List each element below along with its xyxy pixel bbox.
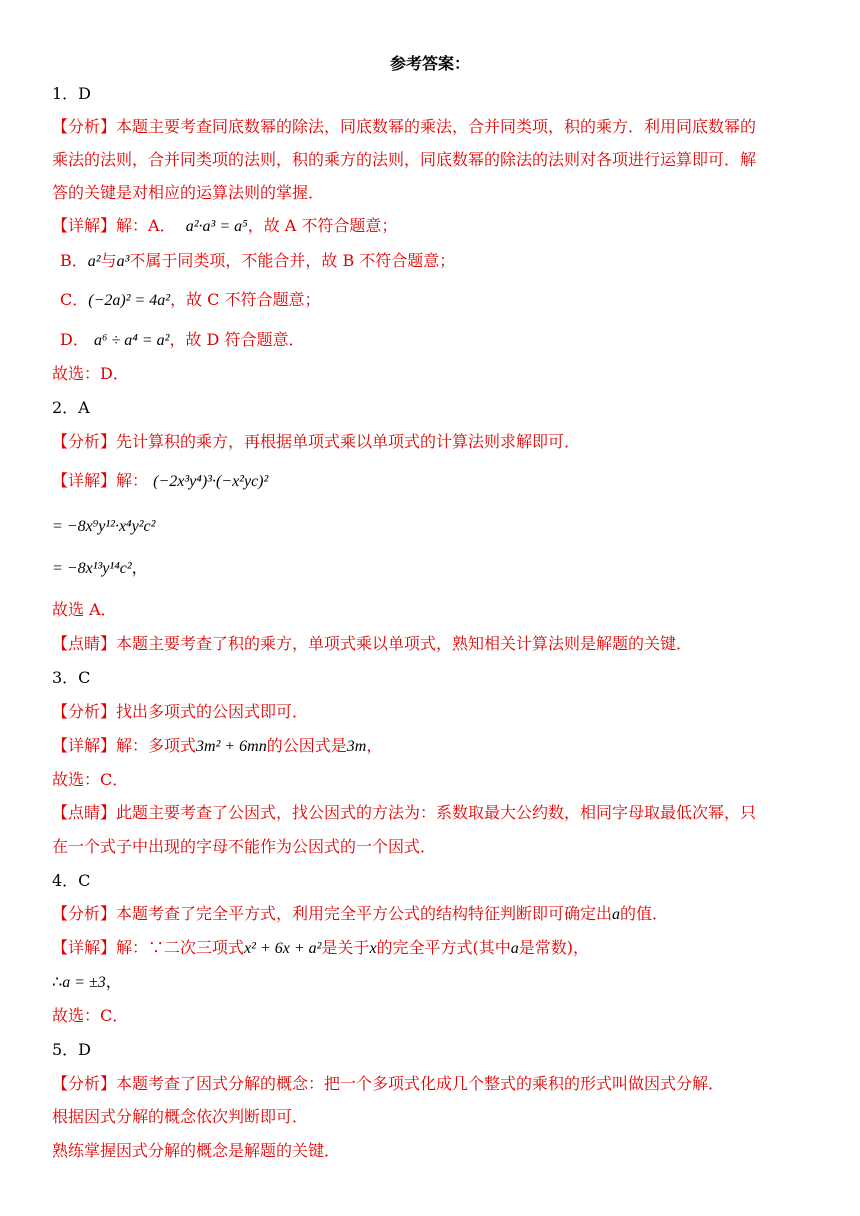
answer-2-analysis: 【分析】先计算积的乘方，再根据单项式乘以单项式的计算法则求解即可． [52, 432, 581, 451]
answer-2-step1 [52, 516, 820, 537]
page-title: 参考答案： [389, 54, 470, 73]
answer-1-number: 1．D [52, 84, 92, 103]
answer-5-analysis-line3: 熟练掌握因式分解的概念是解题的关键． [52, 1141, 341, 1160]
answer-5-number: 5．D [52, 1040, 92, 1059]
analysis-tag: 【分析】 [52, 117, 117, 136]
formula: a = ±3 [62, 974, 106, 991]
formula: (−2a)² = 4a² [88, 292, 171, 309]
answer-2-number: 2．A [52, 398, 90, 417]
formula: 3m² + 6mn [196, 738, 267, 755]
answer-4-analysis: 【分析】本题考查了完全平方式，利用完全平方公式的结构特征判断即可确定出a的值． [52, 904, 669, 923]
answer-3-number: 3．C [52, 668, 91, 687]
answer-5-analysis-line1: 【分析】本题考查了因式分解的概念：把一个多项式化成几个整式的乘积的形式叫做因式分解． [52, 1074, 725, 1093]
answer-1-analysis-line3: 答的关键是对相应的运算法则的掌握． [52, 183, 325, 202]
formula: 3m [346, 738, 367, 755]
answer-1-analysis-line1: 【分析】本题主要考查同底数幂的除法，同底数幂的乘法，合并同类项，积的乘方．利用同底数幂的 [52, 117, 757, 136]
answer-1-choice: 故选：D． [52, 364, 129, 383]
detail-tag: 【详解】 [52, 471, 117, 490]
analysis-tag: 【分析】 [52, 702, 117, 721]
answer-1-detail-d: D． a⁶ ÷ a⁴ = a²，故 D 符合题意． [60, 330, 305, 349]
answer-3-detail: 【详解】解：多项式3m² + 6mn的公因式是3m， [52, 736, 383, 755]
answer-4-result: ∴a = ±3， [52, 972, 122, 991]
answer-2-choice: 故选 A． [52, 600, 117, 619]
answer-4-number: 4．C [52, 871, 91, 890]
answer-4-choice: 故选：C． [52, 1006, 129, 1025]
answer-4-detail: 【详解】解：∵二次三项式x² + 6x + a²是关于x的完全平方式(其中a是常数)， [52, 938, 590, 957]
formula: a⁶ ÷ a⁴ = a² [93, 332, 170, 349]
analysis-tag: 【分析】 [52, 432, 117, 451]
comment-tag: 【点睛】 [52, 634, 117, 653]
answer-3-choice: 故选：C． [52, 770, 129, 789]
formula: a³ [116, 253, 130, 270]
comment-tag: 【点睛】 [52, 803, 117, 822]
formula: a²·a³ = a⁵ [185, 218, 248, 235]
answer-3-comment-line2: 在一个式子中出现的字母不能作为公因式的一个因式． [52, 837, 437, 856]
formula: x [369, 940, 377, 957]
analysis-tag: 【分析】 [52, 904, 117, 923]
detail-tag: 【详解】 [52, 938, 117, 957]
answer-5-analysis-line2: 根据因式分解的概念依次判断即可． [52, 1107, 309, 1126]
answer-1-analysis-line2: 乘法的法则，合并同类项的法则，积的乘方的法则，同底数幂的除法的法则对各项进行运算即可．解 [52, 150, 757, 169]
formula: = −8x⁹y¹²·x⁴y²c² [52, 518, 156, 535]
detail-tag: 【详解】 [52, 216, 117, 235]
formula: a [510, 940, 519, 957]
formula: a² [87, 253, 101, 270]
answer-3-analysis: 【分析】找出多项式的公因式即可． [52, 702, 309, 721]
answer-2-step2: = −8x¹³y¹⁴c²， [52, 558, 148, 577]
formula: (−2x³y⁴)³·(−x²yc)² [153, 473, 269, 490]
formula: = −8x¹³y¹⁴c² [52, 560, 132, 577]
answer-2-comment: 【点睛】本题主要考查了积的乘方，单项式乘以单项式，熟知相关计算法则是解题的关键． [52, 634, 693, 653]
formula: x² + 6x + a² [244, 940, 322, 957]
answer-2-detail: 【详解】解： (−2x³y⁴)³·(−x²yc)² [52, 471, 269, 490]
answer-1-detail-a: 【详解】解：A． a²·a³ = a⁵，故 A 不符合题意； [52, 216, 398, 235]
answer-1-detail-b: B．a²与a³不属于同类项，不能合并，故 B 不符合题意； [60, 251, 456, 270]
answer-1-detail-c: C．(−2a)² = 4a²，故 C 不符合题意； [60, 290, 321, 309]
analysis-tag: 【分析】 [52, 1074, 117, 1093]
formula: a [612, 906, 621, 923]
answer-3-comment-line1: 【点睛】此题主要考查了公因式，找公因式的方法为：系数取最大公约数，相同字母取最低次幂，只 [52, 803, 757, 822]
detail-tag: 【详解】 [52, 736, 117, 755]
